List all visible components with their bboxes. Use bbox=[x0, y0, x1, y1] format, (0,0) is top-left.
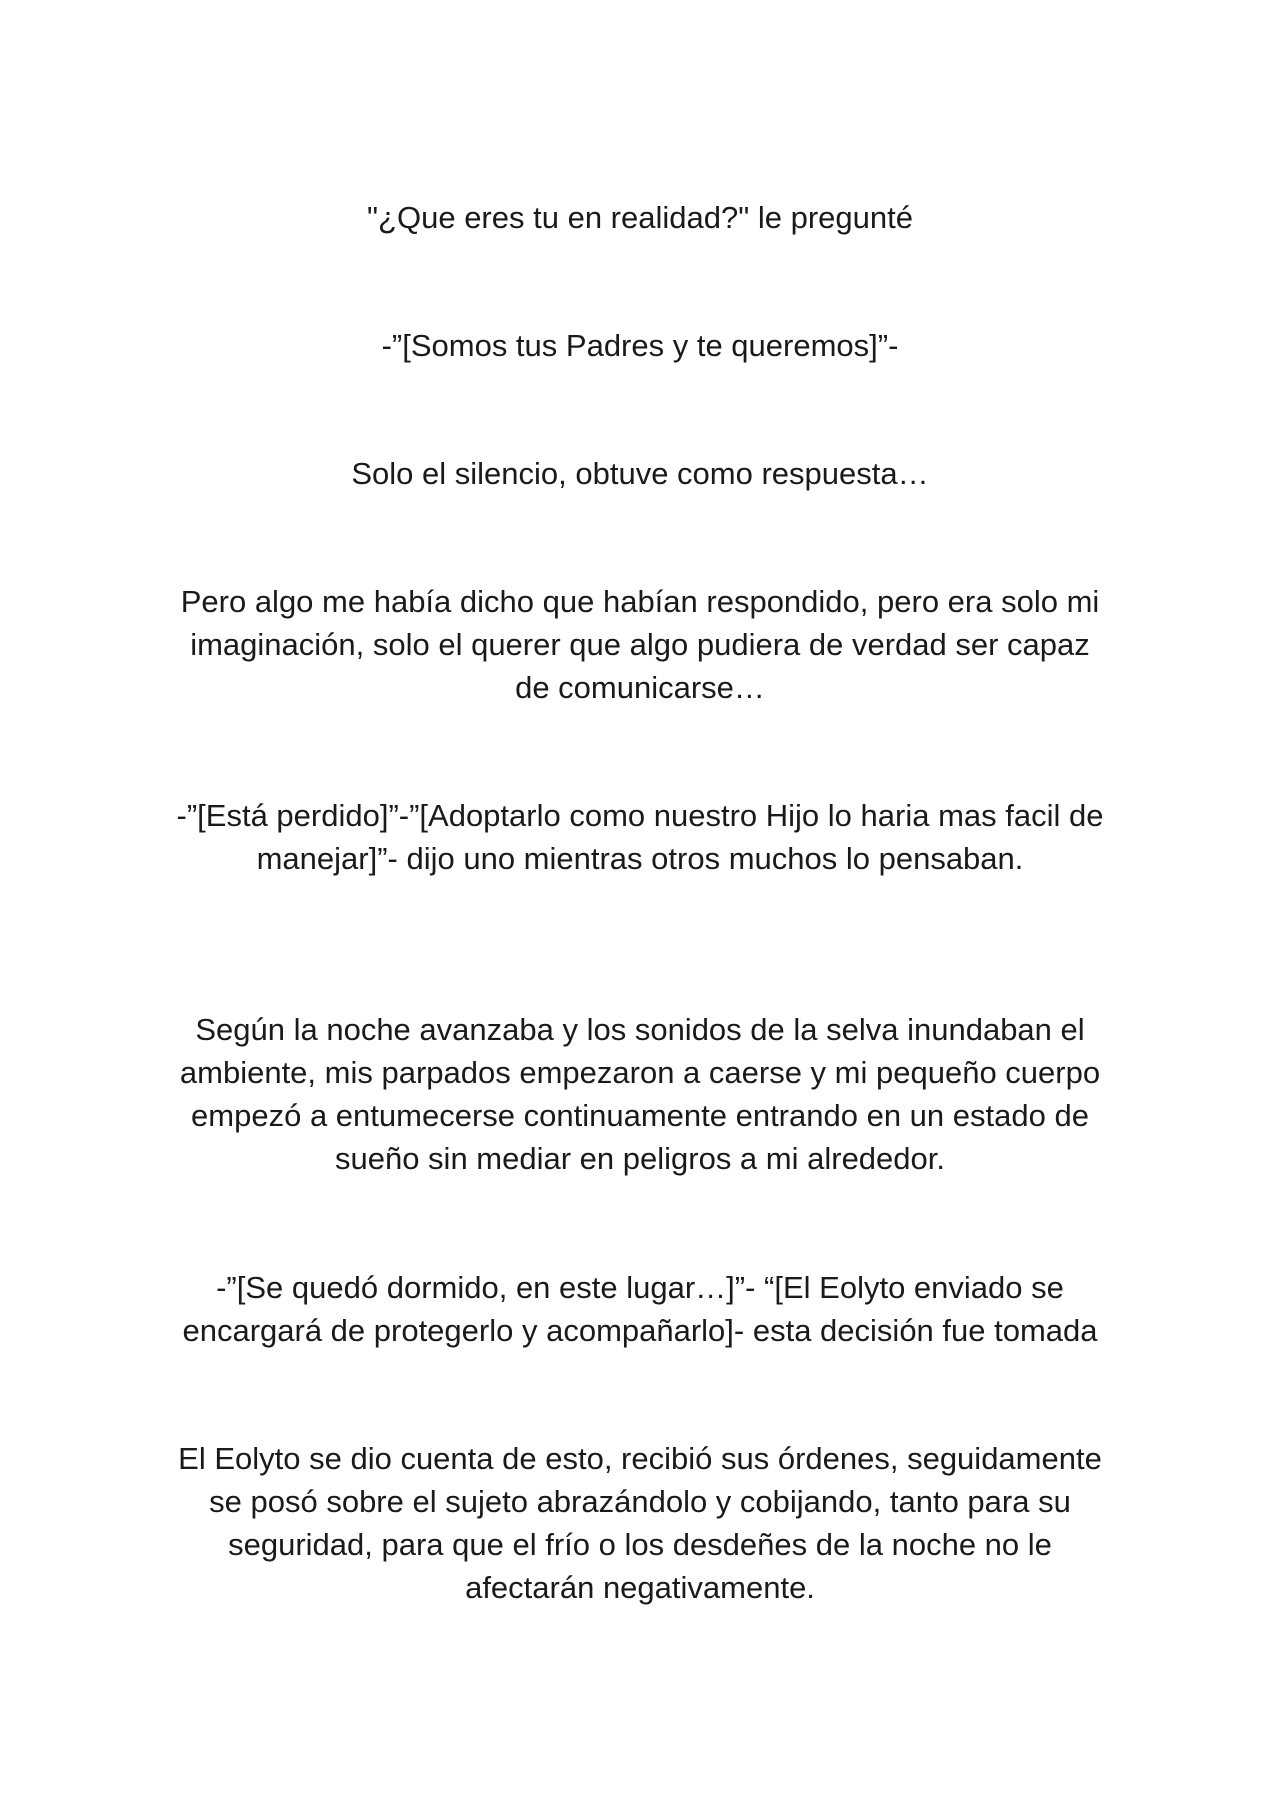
paragraph-question: "¿Que eres tu en realidad?" le pregunté bbox=[367, 200, 913, 235]
paragraph-eolyto: El Eolyto se dio cuenta de esto, recibió sus órdenes, seguidamente se posó sobre el sujeto abrazándolo y cobijando, tanto para su seguridad, para que el frío o los desdeñes de la noche no le afectarán negativamente. bbox=[178, 1441, 1102, 1605]
paragraph-imagination: Pero algo me había dicho que habían respondido, pero era solo mi imaginación, solo el querer que algo pudiera de verdad ser capaz de comunicarse… bbox=[180, 584, 1100, 705]
paragraph-parents-reply: -”[Somos tus Padres y te queremos]”- bbox=[381, 328, 899, 363]
paragraph-night: Según la noche avanzaba y los sonidos de la selva inundaban el ambiente, mis parpados empezaron a caerse y mi pequeño cuerpo empezó a entumecerse continuamente entrando en un estado de sueño sin mediar en peligros a mi alrededor. bbox=[179, 1012, 1101, 1176]
paragraph-silence: Solo el silencio, obtuve como respuesta… bbox=[351, 456, 929, 491]
paragraph-lost: -”[Está perdido]”-”[Adoptarlo como nuestro Hijo lo haria mas facil de manejar]”- dijo uno mientras otros muchos lo pensaban. bbox=[176, 798, 1104, 876]
paragraph-asleep: -”[Se quedó dormido, en este lugar…]”- “[El Eolyto enviado se encargará de protegerlo y acompañarlo]- esta decisión fue tomada bbox=[182, 1270, 1098, 1348]
